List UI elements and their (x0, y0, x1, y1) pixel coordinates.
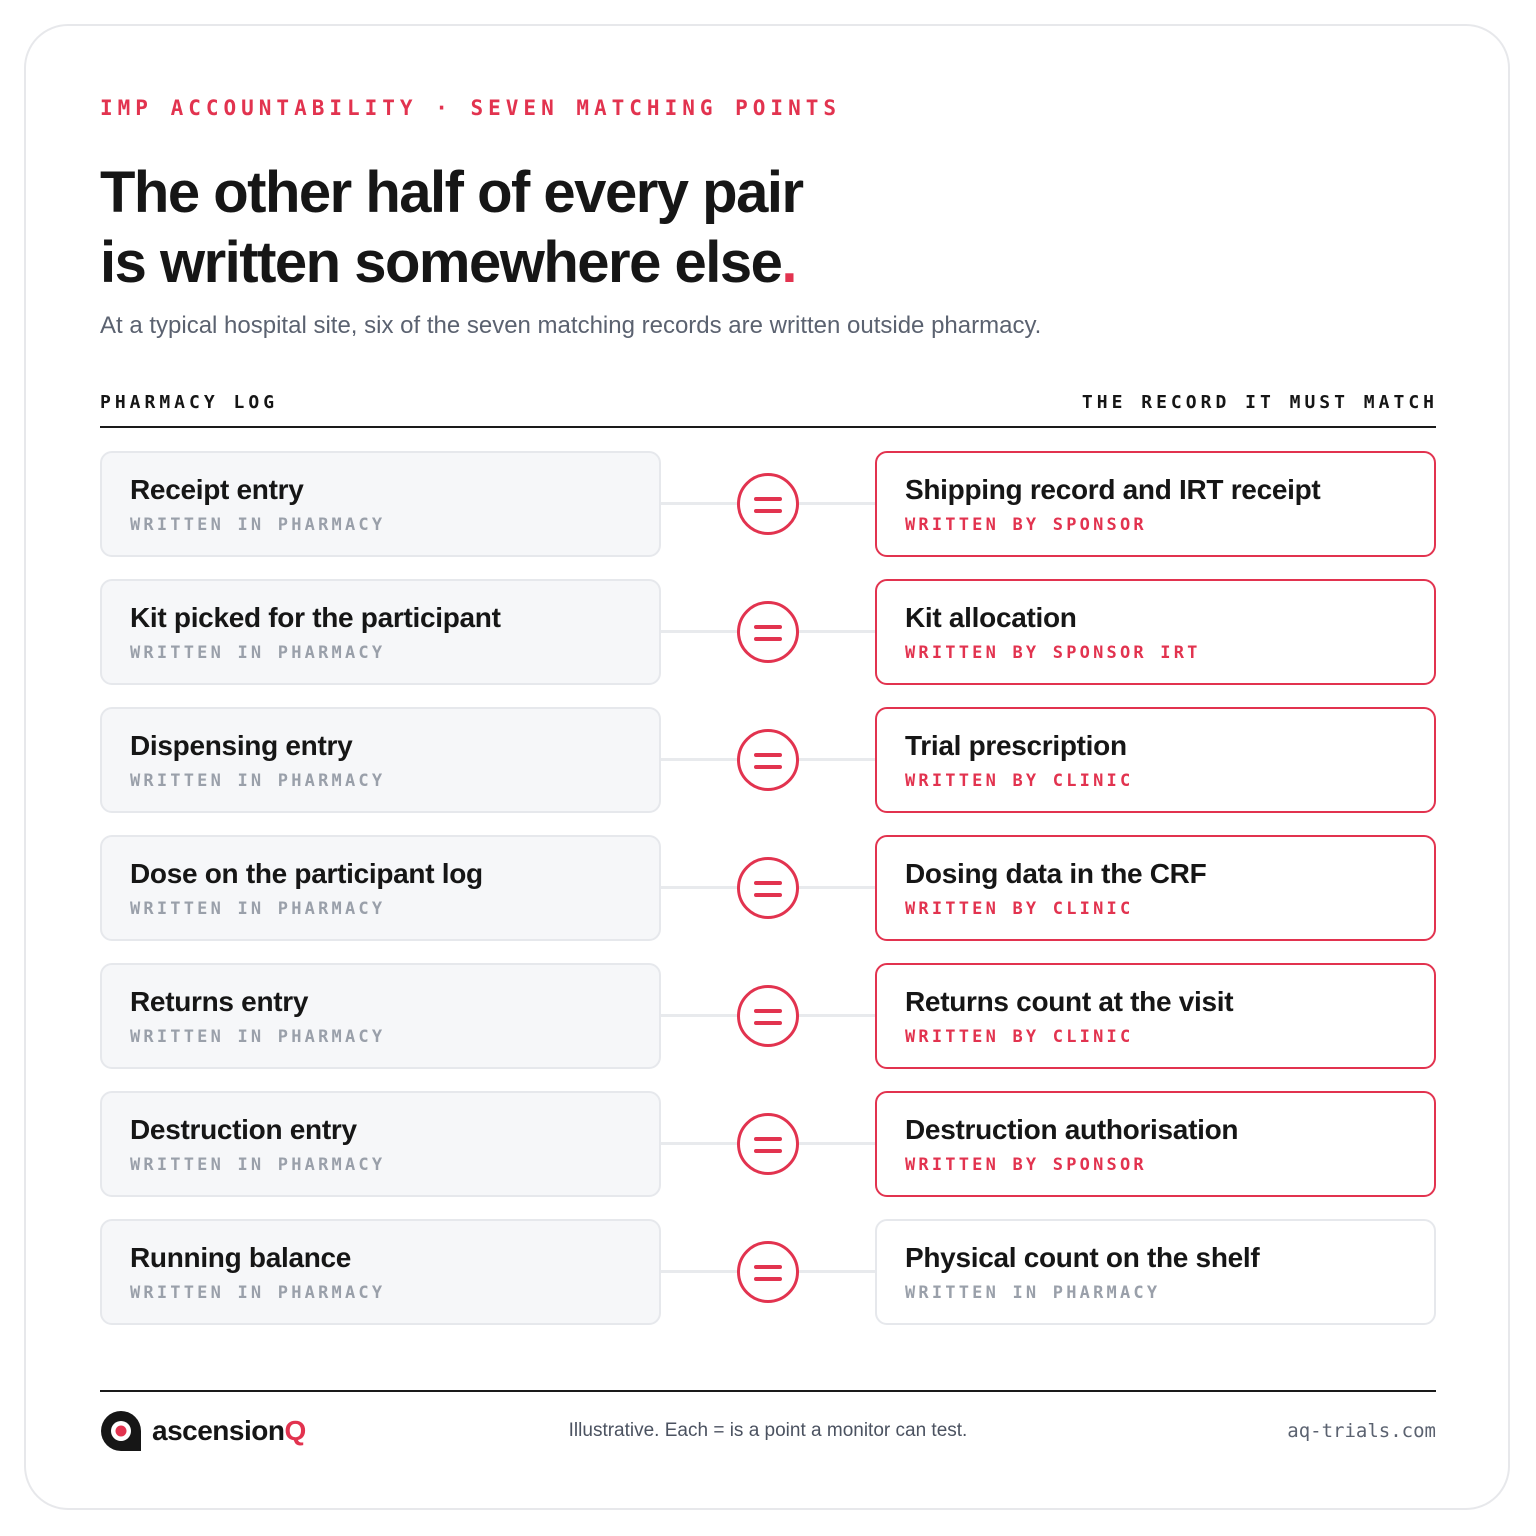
matching-record-card (875, 963, 1436, 1069)
pharmacy-record-title: Running balance (130, 1242, 352, 1273)
column-header-matching-record: THE RECORD IT MUST MATCH (1081, 392, 1438, 413)
pharmacy-record-title: Dose on the participant log (130, 858, 483, 889)
equals-icon (737, 857, 799, 919)
pharmacy-record-source: WRITTEN IN PHARMACY (130, 515, 386, 535)
matching-record-source: WRITTEN BY CLINIC (905, 899, 1134, 919)
equals-icon (737, 473, 799, 535)
pharmacy-record-card (100, 579, 661, 685)
subtitle: At a typical hospital site, six of the seven matching records are written outside pharmacy. (100, 312, 1042, 339)
equals-icon (737, 1113, 799, 1175)
matching-record-card (875, 707, 1436, 813)
pair-row (100, 1091, 1436, 1197)
equals-icon (737, 729, 799, 791)
matching-record-card (875, 1219, 1436, 1325)
matching-record-card (875, 1091, 1436, 1197)
pair-row (100, 451, 1436, 557)
equals-icon (737, 601, 799, 663)
title-line-2-text: is written somewhere else (100, 230, 782, 295)
title-line-2 (100, 228, 1000, 298)
pair-row (100, 1219, 1436, 1325)
title-line-1: The other half of every pair (100, 160, 803, 225)
matching-record-source: WRITTEN BY SPONSOR (905, 515, 1147, 535)
brand-name-text: ascension (152, 1415, 285, 1446)
eyebrow-label: IMP ACCOUNTABILITY · SEVEN MATCHING POINTS (100, 96, 842, 120)
matching-record-card (875, 579, 1436, 685)
pharmacy-record-title: Dispensing entry (130, 730, 353, 761)
page-title (100, 158, 1000, 298)
pharmacy-record-card (100, 835, 661, 941)
matching-record-card (875, 451, 1436, 557)
pharmacy-record-source: WRITTEN IN PHARMACY (130, 899, 386, 919)
pair-row (100, 963, 1436, 1069)
brand-name-accent: Q (284, 1415, 306, 1446)
matching-record-title: Dosing data in the CRF (905, 858, 1207, 889)
matching-record-title: Kit allocation (905, 602, 1077, 633)
column-header-pharmacy-log: PHARMACY LOG (100, 392, 279, 413)
pair-list (100, 451, 1436, 1347)
pharmacy-record-title: Destruction entry (130, 1114, 357, 1145)
matching-record-source: WRITTEN BY SPONSOR IRT (905, 643, 1201, 663)
pharmacy-record-source: WRITTEN IN PHARMACY (130, 771, 386, 791)
pharmacy-record-card (100, 451, 661, 557)
matching-record-source: WRITTEN BY CLINIC (905, 1027, 1134, 1047)
pharmacy-record-source: WRITTEN IN PHARMACY (130, 1283, 386, 1303)
matching-record-card (875, 835, 1436, 941)
pair-row (100, 835, 1436, 941)
matching-record-title: Destruction authorisation (905, 1114, 1239, 1145)
pharmacy-record-title: Kit picked for the participant (130, 602, 501, 633)
footer-divider (100, 1390, 1436, 1392)
matching-record-title: Physical count on the shelf (905, 1242, 1260, 1273)
pharmacy-record-source: WRITTEN IN PHARMACY (130, 1155, 386, 1175)
pharmacy-record-card (100, 707, 661, 813)
header-divider (100, 426, 1436, 428)
footer-url[interactable]: aq-trials.com (1287, 1420, 1436, 1442)
matching-record-title: Trial prescription (905, 730, 1127, 761)
equals-icon (737, 1241, 799, 1303)
pharmacy-record-title: Receipt entry (130, 474, 304, 505)
pharmacy-record-card (100, 1091, 661, 1197)
matching-record-source: WRITTEN IN PHARMACY (905, 1283, 1161, 1303)
pharmacy-record-card (100, 963, 661, 1069)
equals-icon (737, 985, 799, 1047)
matching-record-title: Returns count at the visit (905, 986, 1234, 1017)
pharmacy-record-card (100, 1219, 661, 1325)
matching-record-title: Shipping record and IRT receipt (905, 474, 1321, 505)
pharmacy-record-source: WRITTEN IN PHARMACY (130, 1027, 386, 1047)
pair-row (100, 707, 1436, 813)
pharmacy-record-source: WRITTEN IN PHARMACY (130, 643, 386, 663)
pair-row (100, 579, 1436, 685)
title-accent-dot: . (781, 230, 796, 295)
footer-note: Illustrative. Each = is a point a monitor can test. (568, 1420, 968, 1441)
matching-record-source: WRITTEN BY SPONSOR (905, 1155, 1147, 1175)
matching-record-source: WRITTEN BY CLINIC (905, 771, 1134, 791)
pharmacy-record-title: Returns entry (130, 986, 309, 1017)
